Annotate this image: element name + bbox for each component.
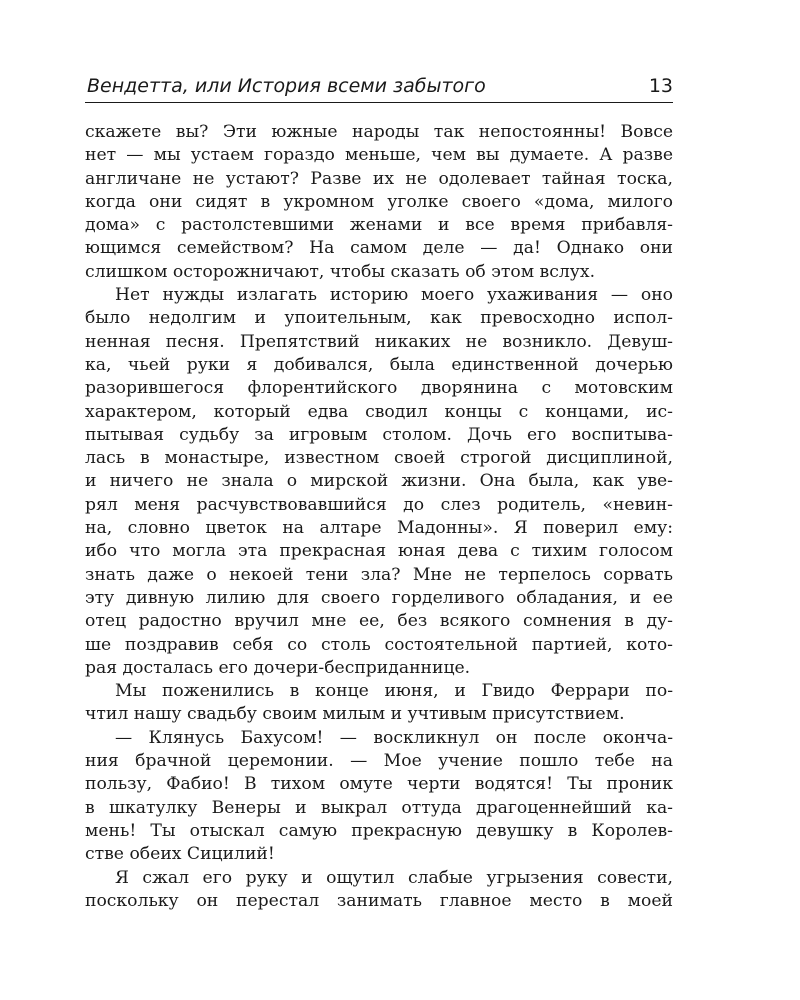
text-line: слишком осторожничают, чтобы сказать об этом вслух. <box>85 261 596 282</box>
text-line: ненная песня. Препятствий никаких не возникло. Девуш- <box>85 331 673 352</box>
paragraph <box>85 867 673 914</box>
text-line: пользу, Фабио! В тихом омуте черти водятся! Ты проник <box>85 774 673 795</box>
paragraph <box>85 680 673 727</box>
text-line: отец радостно вручил мне ее, без всякого сомнения в ду- <box>85 611 673 632</box>
text-line: поскольку он перестал занимать главное место в моей <box>85 890 673 911</box>
text-line: эту дивную лилию для своего горделивого обладания, и ее <box>85 587 673 608</box>
text-line: Нет нужды излагать историю моего ухаживания — оно <box>115 285 673 306</box>
running-header <box>85 70 673 103</box>
text-line: мень! Ты отыскал самую прекрасную девушку в Королев- <box>85 820 673 841</box>
text-line: дома» с растолстевшими женами и все время прибавля- <box>85 215 673 236</box>
text-line: разорившегося флорентийского дворянина с мотовским <box>85 378 673 399</box>
body-text <box>85 121 673 913</box>
text-line: рая досталась его дочери-бесприданнице. <box>85 657 471 678</box>
text-line: чтил нашу свадьбу своим милым и учтивым присутствием. <box>85 704 625 725</box>
paragraph <box>85 121 673 284</box>
text-line: лась в монастыре, известном своей строгой дисциплиной, <box>85 448 673 469</box>
text-line: стве обеих Сицилий! <box>85 844 275 865</box>
paragraph <box>85 284 673 680</box>
text-line: ния брачной церемонии. — Мое учение пошло тебе на <box>85 751 673 772</box>
text-line: было недолгим и упоительным, как превосходно испол- <box>85 308 673 329</box>
book-page <box>85 70 673 913</box>
page-number: 13 <box>648 75 673 97</box>
text-line: ибо что могла эта прекрасная юная дева с тихим голосом <box>85 541 673 562</box>
text-line: ющимся семейством? На самом деле — да! Однако они <box>85 238 673 259</box>
text-line: Мы поженились в конце июня, и Гвидо Феррари по- <box>115 681 673 702</box>
text-line: пытывая судьбу за игровым столом. Дочь его воспитыва- <box>85 424 673 445</box>
text-line: рял меня расчувствовавшийся до слез родитель, «невин- <box>85 494 673 515</box>
text-line: знать даже о некоей тени зла? Мне не терпелось сорвать <box>85 564 673 585</box>
text-line: на, словно цветок на алтаре Мадонны». Я поверил ему: <box>85 518 673 539</box>
paragraph <box>85 727 673 867</box>
text-line: в шкатулку Венеры и выкрал оттуда драгоценнейший ка- <box>85 797 673 818</box>
text-line: Я сжал его руку и ощутил слабые угрызения совести, <box>115 867 673 888</box>
text-line: нет — мы устаем гораздо меньше, чем вы думаете. А разве <box>85 145 673 166</box>
text-line: когда они сидят в укромном уголке своего «дома, милого <box>85 191 673 212</box>
text-line: и ничего не знала о мирской жизни. Она была, как уве- <box>85 471 673 492</box>
running-title: Вендетта, или История всеми забытого <box>87 75 486 97</box>
text-line: ше поздравив себя со столь состоятельной партией, кото- <box>85 634 673 655</box>
text-line: скажете вы? Эти южные народы так непостоянны! Вовсе <box>85 122 673 142</box>
text-line: — Клянусь Бахусом! — воскликнул он после оконча- <box>115 727 673 748</box>
text-line: англичане не устают? Разве их не одолевает тайная тоска, <box>85 168 673 189</box>
text-line: характером, который едва сводил концы с концами, ис- <box>85 401 673 422</box>
text-line: ка, чьей руки я добивался, была единственной дочерью <box>85 354 673 375</box>
